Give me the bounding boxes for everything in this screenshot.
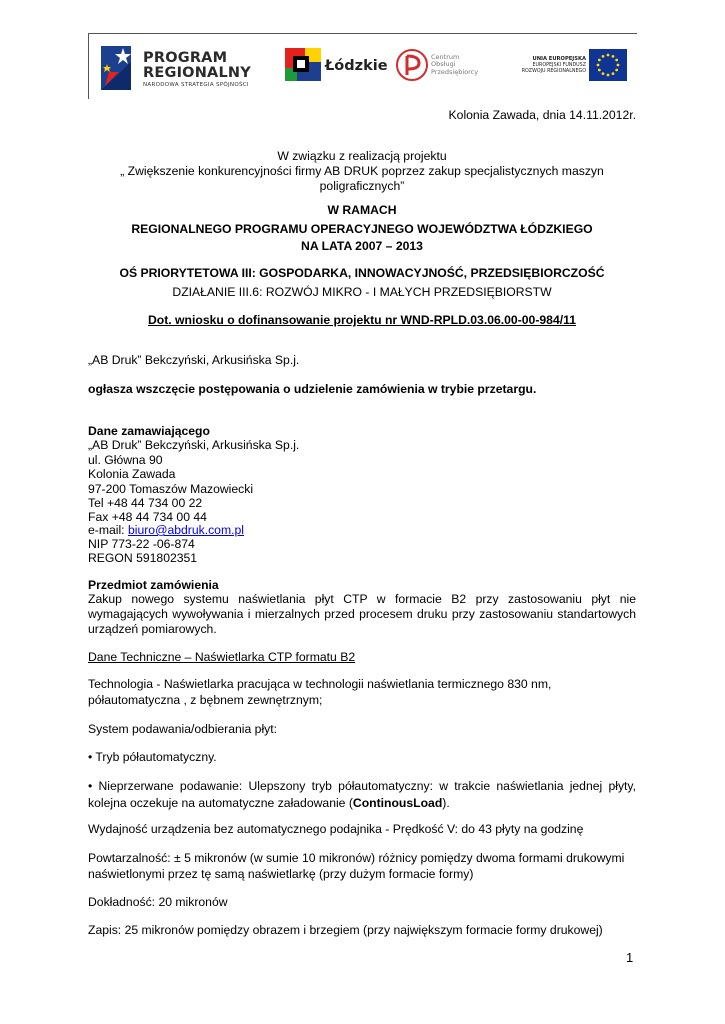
contracting-nip: NIP 773-22 -06-874 bbox=[88, 537, 195, 551]
program-line-rpo: REGIONALNEGO PROGRAMU OPERACYJNEGO WOJEWÓDZTWA ŁÓDZKIEGO bbox=[131, 222, 593, 236]
subject-heading: Przedmiot zamówienia bbox=[88, 578, 219, 592]
page-number: 1 bbox=[626, 950, 634, 965]
continuous-end: ). bbox=[442, 795, 450, 810]
tech-registration: Zapis: 25 mikronów pomiędzy obrazem i brzegiem (przy największym formacie formy drukowej) bbox=[88, 923, 603, 937]
eu-star-icon bbox=[597, 64, 600, 67]
company-line: „AB Druk” Bekczyński, Arkusińska Sp.j. bbox=[88, 353, 300, 367]
measure-line: DZIAŁANIE III.6: ROZWÓJ MIKRO - I MAŁYCH PRZEDSIĘBIORSTW bbox=[172, 285, 552, 299]
contracting-street: ul. Główna 90 bbox=[88, 453, 163, 467]
lodzkie-logo-icon bbox=[285, 48, 323, 82]
contracting-postal: 97-200 Tomaszów Mazowiecki bbox=[88, 482, 254, 496]
program-tagline: NARODOWA STRATEGIA SPÓJNOŚCI bbox=[143, 82, 249, 89]
contracting-email-line bbox=[88, 523, 244, 537]
eu-star-icon bbox=[617, 64, 620, 67]
email-link[interactable]: biuro@abdruk.com.pl bbox=[127, 523, 244, 537]
eu-star-icon bbox=[602, 72, 605, 75]
contracting-tel: Tel +48 44 734 00 22 bbox=[88, 496, 203, 510]
intro-line2: „ Zwiększenie konkurencyjności firmy AB DRUK poprzez zakup specjalistycznych maszyn bbox=[120, 164, 604, 178]
ue-line3: ROZWOJU REGIONALNEGO bbox=[521, 69, 586, 75]
tech-feed-system: System podawania/odbierania płyt: bbox=[88, 722, 278, 736]
email-label: e-mail: bbox=[88, 523, 128, 537]
intro-line3: poligraficznych” bbox=[319, 179, 405, 193]
eu-star-icon bbox=[602, 55, 605, 58]
eu-flag-icon bbox=[589, 49, 627, 81]
program-line-w-ramach: W RAMACH bbox=[327, 203, 397, 217]
eu-star-icon bbox=[612, 72, 615, 75]
centrum-line3: Przedsiębiorcy bbox=[431, 67, 479, 76]
contracting-city: Kolonia Zawada bbox=[88, 467, 176, 481]
contracting-regon: REGON 591802351 bbox=[88, 551, 198, 565]
centrum-obslugi-text bbox=[431, 54, 478, 76]
eu-star-icon bbox=[615, 69, 618, 72]
program-line2: REGIONALNY bbox=[143, 65, 251, 82]
eu-star-icon bbox=[615, 59, 618, 62]
centrum-line2: Obsługi bbox=[431, 60, 456, 69]
eu-star-icon bbox=[598, 69, 601, 72]
tech-technology-line1: Technologia - Naświetlarka pracująca w technologii naświetlania termicznego 830 nm, bbox=[88, 677, 552, 691]
centrum-line1: Centrum bbox=[431, 53, 460, 61]
tech-performance: Wydajność urządzenia bez automatycznego podajnika - Prędkość V: do 43 płyty na godzinę bbox=[88, 822, 584, 836]
tech-technology-line2: półautomatyczna , z bębnem zewnętrznym; bbox=[88, 693, 323, 707]
program-regionalny-text bbox=[143, 51, 251, 89]
priority-axis: OŚ PRIORYTETOWA III: GOSPODARKA, INNOWACYJNOŚĆ, PRZEDSIĘBIORCZOŚĆ bbox=[119, 266, 605, 280]
tech-accuracy: Dokładność: 20 mikronów bbox=[88, 895, 228, 909]
continuous-bold: ContinousLoad bbox=[352, 795, 443, 810]
program-line1: PROGRAM bbox=[143, 50, 228, 66]
tech-repeatability-line1: Powtarzalność: ± 5 mikronów (w sumie 10 mikronów) różnicy pomiędzy dwoma formami drukowymi bbox=[88, 851, 625, 865]
contracting-heading: Dane zamawiającego bbox=[88, 424, 210, 438]
program-line-years: NA LATA 2007 – 2013 bbox=[301, 239, 423, 253]
ue-line1: UNIA EUROPEJSKA bbox=[532, 56, 586, 62]
ue-line2: EUROPEJSKI FUNDUSZ bbox=[532, 63, 586, 69]
contracting-name: „AB Druk” Bekczyński, Arkusińska Sp.j. bbox=[88, 438, 300, 452]
contracting-fax: Fax +48 44 734 00 44 bbox=[88, 510, 207, 524]
eu-star-icon bbox=[607, 74, 610, 77]
application-reference: Dot. wniosku o dofinansowanie projektu nr WND-RPLD.03.06.00-00-984/11 bbox=[147, 313, 576, 327]
eu-star-icon bbox=[612, 55, 615, 58]
intro-line1: W związku z realizacją projektu bbox=[277, 149, 447, 163]
logo-header bbox=[88, 33, 637, 99]
subject-text: Zakup nowego systemu naświetlania płyt CTP w formacie B2 przy zastosowaniu płyt nie wymagających wywoływania i mierzalnych przed procesem druku przy zastosowaniu standartowych urządzeń pomiarowych. bbox=[88, 592, 636, 636]
date-line: Kolonia Zawada, dnia 14.11.2012r. bbox=[448, 108, 636, 122]
eu-star-icon bbox=[598, 59, 601, 62]
centrum-obslugi-logo-icon bbox=[395, 48, 429, 82]
continuous-text: • Nieprzerwane podawanie: Ulepszony tryb półautomatyczny: w trakcie naświetlania jednej płyty, kolejna oczekuje na automatyczne załadowanie ( bbox=[88, 779, 636, 810]
announcement-line: ogłasza wszczęcie postępowania o udzielenie zamówienia w trybie przetargu. bbox=[88, 382, 537, 396]
eu-star-icon bbox=[607, 54, 610, 57]
tech-continuous-load bbox=[88, 778, 636, 811]
tech-heading: Dane Techniczne – Naświetlarka CTP formatu B2 bbox=[88, 650, 356, 664]
program-regionalny-logo-icon bbox=[97, 42, 141, 94]
tech-mode: • Tryb półautomatyczny. bbox=[88, 750, 217, 764]
tech-repeatability-line2: naświetlonymi przez tę samą naświetlarkę (przy dużym formacie formy) bbox=[88, 867, 474, 881]
eu-text bbox=[504, 56, 586, 76]
lodzkie-label: Łódzkie bbox=[325, 58, 388, 74]
